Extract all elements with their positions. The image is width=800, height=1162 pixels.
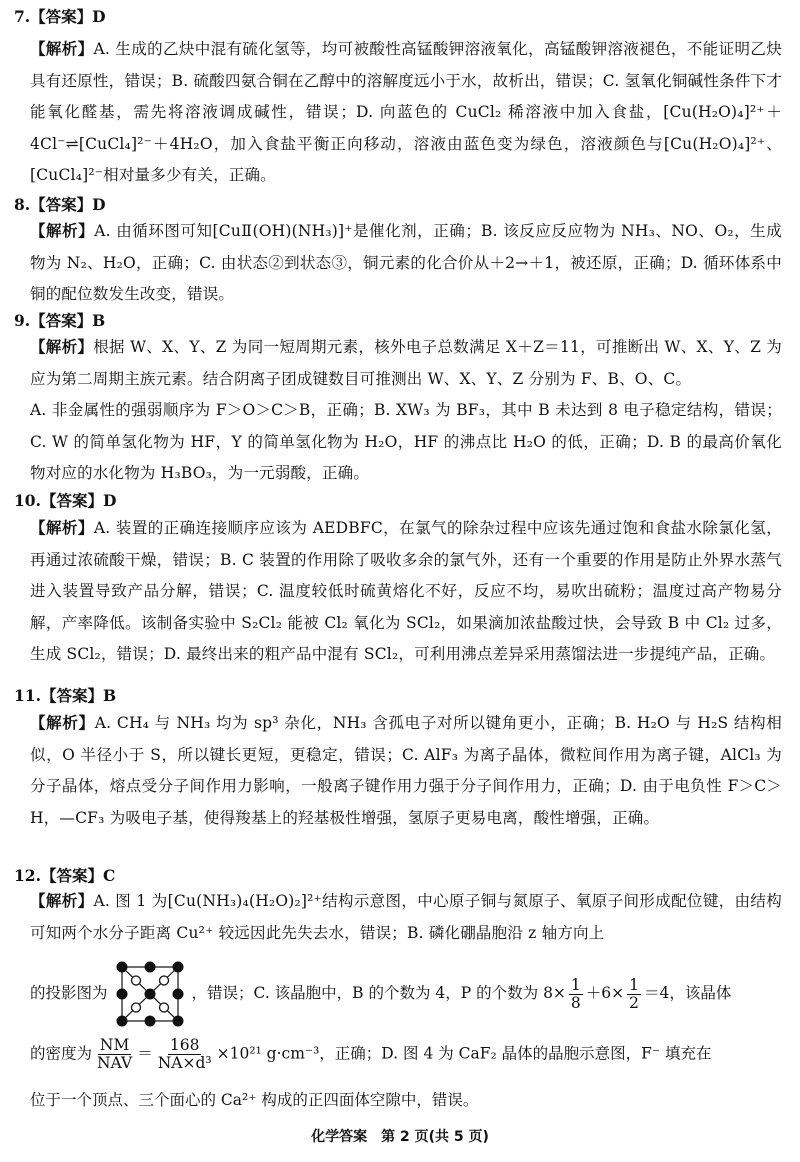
q9-text-1: 根据 W、X、Y、Z 为同一短周期元素，核外电子总数满足 X＋Z＝11，可推断出 W、X、Y、Z 为应为第二周期主族元素。结合阴离子团成键数目可推测出 W、X、Y、Z 分别为 F、B、O、C。	[30, 338, 782, 388]
q12-text-2c: ＋6×	[585, 984, 625, 1002]
explanation-tag: 【解析】	[30, 221, 95, 240]
explanation-tag: 【解析】	[30, 518, 94, 537]
q7-explanation	[30, 33, 782, 192]
q12-last-line: 位于一个顶点、三个面心的 Ca²⁺ 构成的正四面体空隙中，错误。	[30, 1091, 479, 1109]
fraction-one-half: $\frac{1}{2}$	[629, 975, 640, 1012]
q12-text-2b: ，错误；C. 该晶胞中，B 的个数为 4，P 的个数为 8×	[191, 984, 566, 1002]
q11-explanation	[30, 707, 782, 834]
q9-text-2: A. 非金属性的强弱顺序为 F＞O＞C＞B，正确；B. XW₃ 为 BF₃，其中 B 未达到 8 电子稳定结构，错误；C. W 的简单氢化物为 HF，Y 的简单氢化物为 H₂O，HF 的沸点比 H₂O 的低，正确；D. B 的最高价氧化物对应的水化物为 H₃BO₃，为一元弱酸，正确。	[30, 401, 782, 483]
q12-text-3c: ×10²¹ g·cm⁻³，正确；D. 图 4 为 CaF₂ 晶体的晶胞示意图，F⁻ 填充在	[216, 1044, 712, 1063]
explanation-tag: 【解析】	[30, 39, 94, 58]
q12-answer: 12.【答案】C	[14, 866, 116, 885]
q12-text-1: A. 图 1 为[Cu(NH₃)₄(H₂O)₂]²⁺结构示意图，中心原子铜与氮原子、氧原子间形成配位键，由结构可知两个水分子距离 Cu²⁺ 较远因此先失去水，错误；B. 磷化硼晶胞沿 z 轴方向上	[30, 892, 782, 942]
q9-explanation	[30, 331, 782, 490]
q12-text-3b: ＝	[137, 1044, 153, 1063]
q8-text: A. 由循环图可知[CuⅡ(OH)(NH₃)]⁺是催化剂，正确；B. 该反应反应物为 NH₃、NO、O₂，生成物为 N₂、H₂O，正确；C. 由状态②到状态③，铜元素的化合价从＋2→＋1，被还原，正确；D. 循环体系中铜的配位数发生改变，错误。	[30, 222, 782, 304]
q7-answer: 7.【答案】D	[14, 7, 106, 26]
q12-density-line	[30, 1037, 782, 1072]
explanation-tag: 【解析】	[30, 337, 94, 356]
q11-answer: 11.【答案】B	[14, 686, 117, 705]
q9-answer: 9.【答案】B	[14, 311, 106, 330]
q11-text: A. CH₄ 与 NH₃ 均为 sp³ 杂化，NH₃ 含孤电子对所以键角更小，正确；B. H₂O 与 H₂S 结构相似，O 半径小于 S，所以键长更短，更稳定，错误；C. AlF₃ 为离子晶体，微粒间作用为离子键，AlCl₃ 为分子晶体，熔点受分子间作用力影响，一般离子键作用力强于分子间作用力，正确；D. 由于电负性 F＞C＞H，—CF₃ 为吸电子基，使得羧基上的羟基极性增强，氢原子更易电离，酸性增强，正确。	[30, 714, 782, 827]
q8-explanation	[30, 215, 782, 311]
q10-answer: 10.【答案】D	[14, 491, 117, 510]
q12-text-2a: 的投影图为	[30, 984, 108, 1002]
q12-explanation	[30, 885, 782, 949]
q12-projection-line	[30, 956, 782, 1032]
explanation-tag: 【解析】	[30, 891, 94, 910]
q12-text-3a: 的密度为	[30, 1044, 93, 1063]
fraction-density-value: $\frac{168}{\text{NA×d³}}$	[157, 1036, 212, 1072]
q10-explanation	[30, 512, 782, 671]
q7-text: A. 生成的乙炔中混有硫化氢等，均可被酸性高锰酸钾溶液氧化，高锰酸钾溶液褪色，不能证明乙炔具有还原性，错误；B. 硫酸四氨合铜在乙醇中的溶解度远小于水，故析出，错误；C. 氢氧化铜碱性条件下才能氧化醛基，需先将溶液调成碱性，错误；D. 向蓝色的 CuCl₂ 稀溶液中加入食盐，[Cu(H₂O)₄]²⁺＋4Cl⁻⇌[CuCl₄]²⁻＋4H₂O，加入食盐平衡正向移动，溶液由蓝色变为绿色，溶液颜色与[Cu(H₂O)₄]²⁺、[CuCl₄]²⁻相对量多少有关，正确。	[30, 40, 782, 185]
fraction-one-eighth: $\frac{1}{8}$	[570, 975, 581, 1012]
projection-diagram-icon	[110, 956, 190, 1032]
fraction-density: $\frac{NM}{\text{NAV}}$	[97, 1036, 133, 1072]
q10-text: A. 装置的正确连接顺序应该为 AEDBFC，在氯气的除杂过程中应该先通过饱和食盐水除氯化氢，再通过浓硫酸干燥，错误；B. C 装置的作用除了吸收多余的氯气外，还有一个重要的作用是防止外界水蒸气进入装置导致产品分解，错误；C. 温度较低时硫黄熔化不好，反应不均，易吹出硫粉；温度过高产物易分解，产率降低。该制备实验中 S₂Cl₂ 能被 Cl₂ 氧化为 SCl₂，如果滴加浓盐酸过快，会导致 B 中 Cl₂ 过多，生成 SCl₂，错误；D. 最终出来的粗产品中混有 SCl₂，可利用沸点差异采用蒸馏法进一步提纯产品，正确。	[30, 519, 782, 664]
explanation-tag: 【解析】	[30, 713, 95, 732]
page-footer: 化学答案 第 2 页(共 5 页)	[311, 1129, 489, 1145]
q8-answer: 8.【答案】D	[14, 195, 106, 214]
q12-text-2d: ＝4，该晶体	[644, 984, 732, 1002]
